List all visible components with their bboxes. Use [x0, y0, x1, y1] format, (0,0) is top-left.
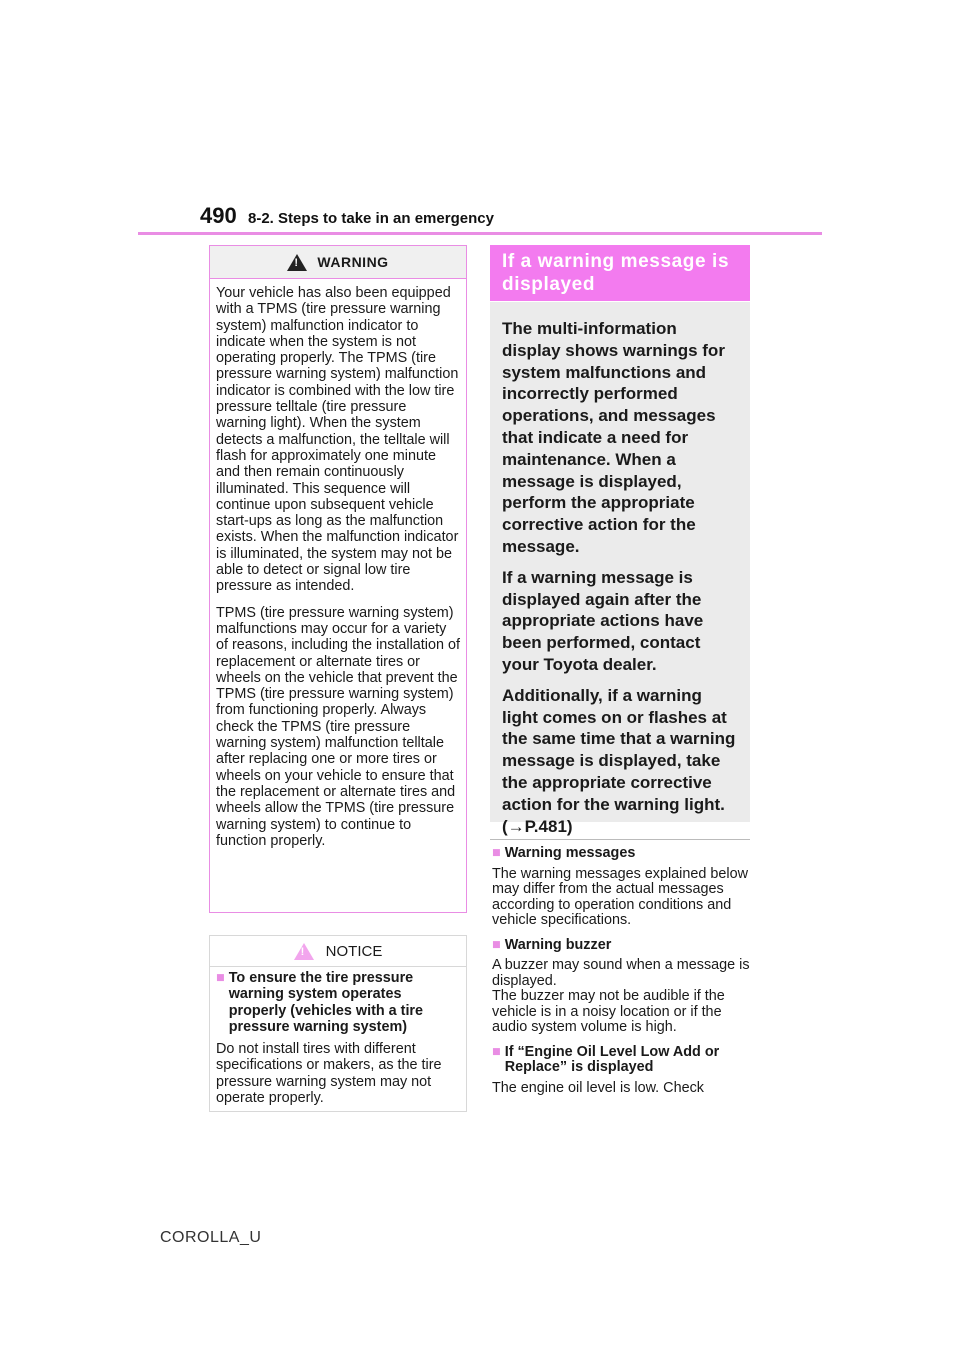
square-bullet-icon: ■: [492, 1043, 501, 1060]
warning-triangle-icon: [287, 254, 307, 271]
item-text: The warning messages explained below may differ from the actual messages according to operation conditions and vehicle specifications.: [492, 865, 748, 928]
warning-box: [209, 245, 467, 913]
warning-body: [210, 279, 466, 849]
notice-body: [210, 967, 466, 1106]
warning-paragraph: TPMS (tire pressure warning system) malfunctions may occur for a variety of reasons, including the installation of replacement or alternate tires or wheels on the vehicle that prevent the TPMS (tire pressure warning system) from functioning properly. Always check the TPMS (tire pressure warning system) malfunction telltale after replacing one or more tires or wheels on your vehicle to ensure that the replacement or alternate tires and wheels allow the TPMS (tire pressure warning system) to continue to function properly.: [216, 604, 460, 849]
notice-bullet-heading: [216, 970, 460, 1035]
item-heading: [492, 1045, 754, 1076]
lead-paragraph: Additionally, if a warning light comes on or flashes at the same time that a warning message is displayed, take the appropriate corrective action for the warning light. (→P.481): [502, 685, 736, 836]
caution-triangle-icon: [294, 943, 314, 960]
warning-title: WARNING: [317, 254, 389, 270]
square-bullet-icon: ■: [492, 845, 501, 861]
section-title: 8-2. Steps to take in an emergency: [248, 210, 494, 227]
notice-title: NOTICE: [325, 942, 383, 960]
warning-header: [210, 246, 466, 279]
item-heading: [492, 938, 754, 954]
item-heading-text: Warning messages: [504, 845, 636, 861]
item-text: A buzzer may sound when a message is displayed. The buzzer may not be audible if the vehicle is in a noisy location or if the audio system volume is high.: [492, 957, 750, 1035]
lead-paragraph: If a warning message is displayed again after the appropriate actions have been performed, contact your Toyota dealer.: [502, 567, 704, 674]
lead-paragraph: The multi-information display shows warnings for system malfunctions and incorrectly performed operations, and messages that indicate a need for maintenance. When a message is displayed, perform the appropriate corrective action for the message.: [502, 319, 725, 556]
item-heading-text: Warning buzzer: [504, 936, 612, 953]
lead-box: [490, 302, 750, 836]
notice-text: Do not install tires with different specifications or makers, as the tire pressure warning system may not operate properly.: [216, 1041, 442, 1107]
notice-box: [209, 935, 467, 1112]
section-heading: If a warning message is displayed: [490, 245, 750, 301]
item-heading: [492, 846, 754, 862]
page-number: 490: [200, 203, 237, 228]
square-bullet-icon: ■: [216, 970, 225, 986]
item-text: The engine oil level is low. Check: [492, 1079, 704, 1096]
notice-header: [210, 936, 466, 967]
square-bullet-icon: ■: [492, 936, 501, 953]
divider: [490, 839, 750, 840]
header-rule: [138, 232, 822, 235]
footer-label: COROLLA_U: [160, 1229, 262, 1246]
warning-paragraph: Your vehicle has also been equipped with a TPMS (tire pressure warning system) malfunction indicator to indicate when the system is not operating properly. The TPMS (tire pressure warning system) malfunction indicator is combined with the low tire pressure telltale (tire pressure warning light). When the system detects a malfunction, the telltale will flash for approximately one minute and then remain continuously illuminated. This sequence will continue upon subsequent vehicle start-ups as long as the malfunction exists. When the malfunction indicator is illuminated, the system may not be able to detect or signal low tire pressure as intended.: [216, 285, 459, 595]
item-heading-text: If “Engine Oil Level Low Add or Replace” is displayed: [504, 1043, 720, 1075]
notice-bullet-text: To ensure the tire pressure warning system operates properly (vehicles with a tire pressure warning system): [228, 970, 424, 1035]
warning-info-list: [492, 846, 754, 1105]
